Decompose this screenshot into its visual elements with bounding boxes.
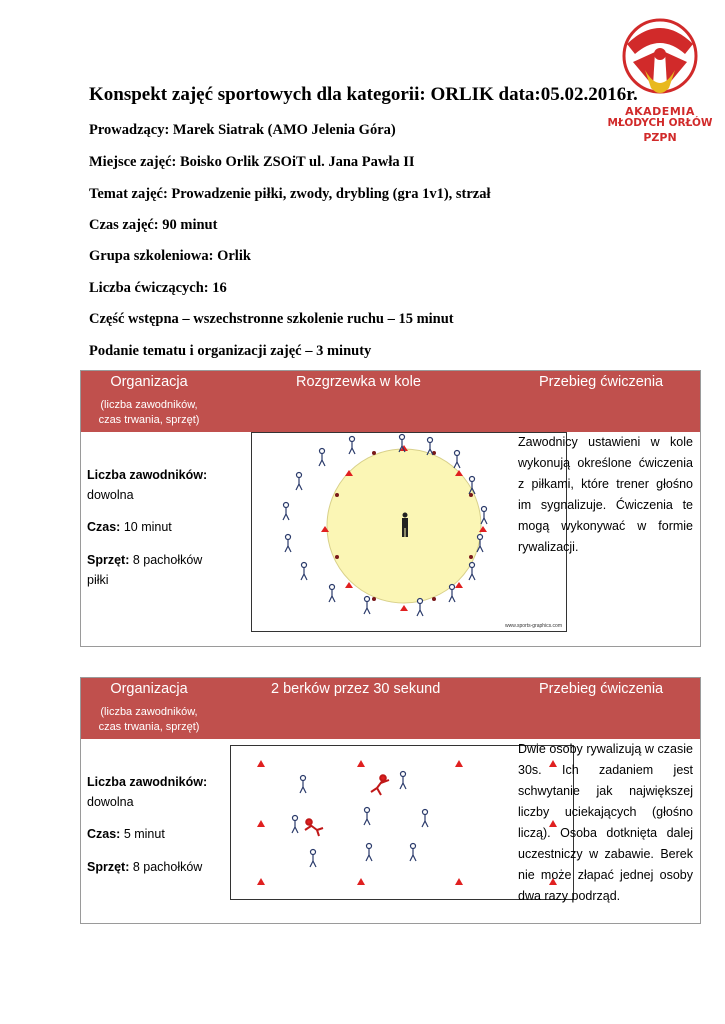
time-info: Czas: 5 minut xyxy=(87,827,165,841)
col-exercise-title: Rozgrzewka w kole xyxy=(296,374,421,390)
col-desc-header: Przebieg ćwiczenia xyxy=(539,374,664,390)
col-exercise-title: 2 berków przez 30 sekund xyxy=(271,681,441,697)
info-line-trainer: Prowadzący: Marek Siatrak (AMO Jelenia Góra) xyxy=(89,122,396,138)
info-line-topic: Temat zajęć: Prowadzenie piłki, zwody, drybling (gra 1v1), strzał xyxy=(89,186,491,202)
info-line-count: Liczba ćwiczących: 16 xyxy=(89,280,227,296)
equipment-info: Sprzęt: 8 pachołków xyxy=(87,860,203,874)
players-label: Liczba zawodników: xyxy=(87,468,208,482)
info-line-intro: Część wstępna – wszechstronne szkolenie ruchu – 15 minut xyxy=(89,311,454,327)
table-header xyxy=(81,371,700,432)
time-info: Czas: 10 minut xyxy=(87,520,172,534)
runners xyxy=(292,772,428,868)
exercise-description: Dwie osoby rywalizują w czasie 30s. Ich zadaniem jest schwytanie jak największej liczby uciekających (głośno liczą). Osoba dotknięta dalej uczestniczy w zabawie. Berek nie może złapać jednej osoby dwa razy podrząd. xyxy=(518,742,693,903)
players-value: dowolna xyxy=(87,795,134,809)
col-org-subheader-1: (liczba zawodników, xyxy=(100,399,198,411)
exercise-table-2 xyxy=(80,677,701,924)
info-line-duration: Czas zajęć: 90 minut xyxy=(89,217,218,233)
col-desc-header: Przebieg ćwiczenia xyxy=(539,681,664,697)
col-org-header: Organizacja xyxy=(110,374,188,390)
table-header xyxy=(81,678,700,739)
amo-logo xyxy=(605,14,715,149)
col-org-subheader-2: czas trwania, sprzęt) xyxy=(98,721,200,733)
col-org-subheader-2: czas trwania, sprzęt) xyxy=(98,414,200,426)
col-org-subheader-1: (liczba zawodników, xyxy=(100,706,198,718)
equipment-info: Sprzęt: 8 pachołków xyxy=(87,553,203,567)
taggers xyxy=(305,775,389,836)
logo-text-2: MŁODYCH ORŁÓW xyxy=(607,117,713,129)
logo-text-1: AKADEMIA xyxy=(625,105,695,118)
document-title: Konspekt zajęć sportowych dla kategorii: ORLIK data:05.02.2016r. xyxy=(89,84,638,105)
players-label: Liczba zawodników: xyxy=(87,775,208,789)
info-line-briefing: Podanie tematu i organizacji zajęć – 3 minuty xyxy=(89,343,372,359)
info-line-group: Grupa szkoleniowa: Orlik xyxy=(89,248,251,264)
diagram-credit: www.sports-graphics.com xyxy=(505,623,562,629)
equipment-info-2: piłki xyxy=(87,573,109,587)
exercise-table-1 xyxy=(80,370,701,647)
info-line-place: Miejsce zajęć: Boisko Orlik ZSOiT ul. Jana Pawła II xyxy=(89,154,415,170)
logo-text-3: PZPN xyxy=(643,131,677,144)
players-value: dowolna xyxy=(87,488,134,502)
exercise-description: Zawodnicy ustawieni w kole wykonują określone ćwiczenia z piłkami, które trener głośno im sygnalizuje. Ćwiczenia te mogą wykonywać w formie rywalizacji. xyxy=(518,435,693,554)
col-org-header: Organizacja xyxy=(110,681,188,697)
